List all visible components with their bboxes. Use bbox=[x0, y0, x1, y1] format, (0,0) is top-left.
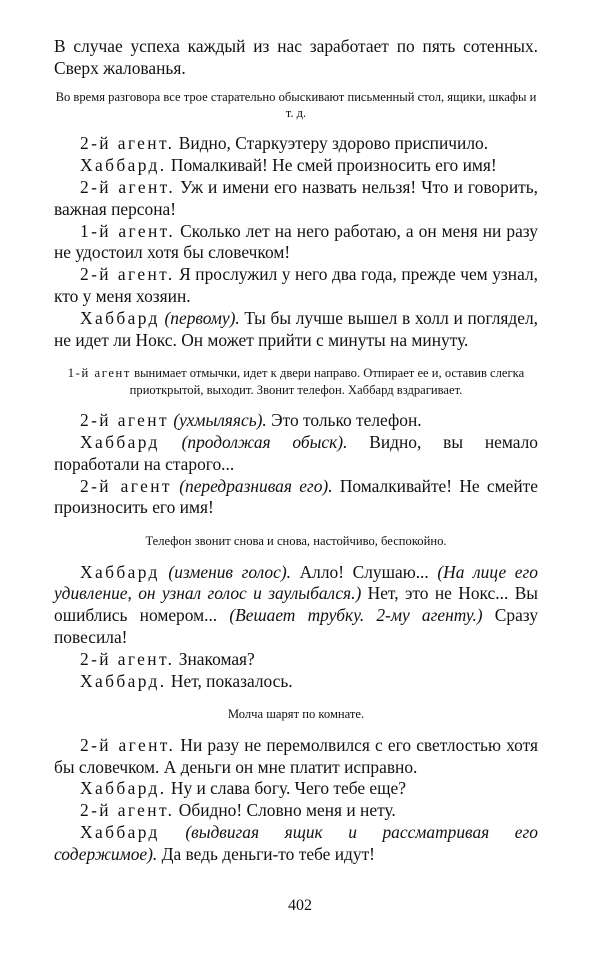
dialogue-block bbox=[54, 735, 538, 866]
dialogue-line bbox=[54, 177, 538, 221]
speaker-name: 2-й агент. bbox=[80, 800, 175, 821]
line-text: Сразу повесила! bbox=[54, 605, 539, 647]
speaker-name: 2-й агент. bbox=[80, 177, 176, 197]
dialogue-block bbox=[54, 133, 538, 351]
dialogue-line bbox=[54, 778, 538, 800]
dialogue-block bbox=[54, 562, 538, 693]
stage-direction-inline: (выдвигая ящик и рассматривая его содержимое). bbox=[54, 821, 538, 864]
dialogue-line bbox=[54, 221, 538, 265]
dialogue-line bbox=[54, 308, 538, 352]
speaker-name: Хаббард. bbox=[80, 670, 167, 691]
dialogue-line bbox=[54, 133, 538, 155]
speaker-name: 2-й агент bbox=[80, 410, 169, 431]
speaker-name: Хаббард bbox=[80, 431, 160, 452]
speaker-name: Хаббард bbox=[80, 307, 160, 328]
stage-direction: Во время разговора все трое старательно обыскивают письменный стол, ящики, шкафы и т. д. bbox=[55, 89, 537, 120]
dialogue-line bbox=[54, 476, 538, 520]
page-number: 402 bbox=[288, 897, 312, 914]
line-text: Обидно! Словно меня и нету. bbox=[174, 800, 396, 821]
dialogue-line bbox=[54, 800, 538, 822]
dialogue-line bbox=[54, 822, 538, 866]
stage-direction-inline: (продолжая обыск). bbox=[159, 431, 348, 452]
speaker-name: 2-й агент. bbox=[80, 648, 175, 669]
dialogue-block bbox=[54, 410, 538, 519]
dialogue-line bbox=[54, 562, 538, 649]
line-text: Видно, Старкуэтеру здорово приспичило. bbox=[174, 133, 489, 154]
dialogue-line bbox=[54, 155, 538, 177]
line-text: Нет, это не Нокс... Вы ошиблись номером... bbox=[54, 583, 538, 626]
line-text: Нет, показалось. bbox=[166, 670, 293, 691]
stage-direction-inline: (передразнивая его). bbox=[171, 475, 333, 496]
line-text: Видно, вы немало поработали на старого... bbox=[54, 431, 538, 474]
line-text: Да ведь деньги-то тебе идут! bbox=[157, 843, 375, 864]
speaker-name: 1-й агент. bbox=[80, 220, 176, 241]
speaker-name: Хаббард bbox=[80, 561, 160, 582]
line-text: Знакомая? bbox=[174, 648, 255, 669]
speaker-name: Хаббард. bbox=[80, 778, 167, 799]
line-text: Помалкивайте! Не смейте произносить его имя! bbox=[54, 475, 538, 518]
line-text: Сколько лет на него работаю, а он меня ни разу не удостоил хотя бы словечком! bbox=[54, 220, 538, 263]
line-text: Ни разу не перемолвился с его светлостью хотя бы словечком. А деньги он мне платит исправно. bbox=[54, 734, 538, 777]
line-text: Уж и имени его назвать нельзя! Что и говорить, важная персона! bbox=[54, 177, 538, 219]
line-text: Ты бы лучше вышел в холл и поглядел, не идет ли Нокс. Он может прийти с минуты на минуту. bbox=[54, 307, 538, 350]
dialogue-line bbox=[54, 671, 538, 693]
line-text: Алло! Слушаю... bbox=[290, 561, 438, 582]
line-text: Я прослужил у него два года, прежде чем узнал, кто у меня хозяин. bbox=[54, 264, 538, 306]
dialogue-continuation: В случае успеха каждый из нас заработает по пять сотенных. Сверх жалованья. bbox=[54, 36, 538, 78]
stage-text: вынимает отмычки, идет к двери направо. Отпирает ее и, оставив слегка приоткрытой, выходит. Звонит телефон. Хаббард вздрагивает. bbox=[129, 366, 525, 397]
stage-direction bbox=[54, 365, 538, 398]
stage-direction-inline: (ухмыляясь). bbox=[169, 410, 267, 431]
line-text: Это только телефон. bbox=[266, 410, 422, 431]
speaker-name: Хаббард bbox=[80, 821, 160, 842]
stage-direction-inline: (На лице его удивление, он узнал голос и заулыбался.) bbox=[54, 561, 538, 604]
dialogue-line bbox=[54, 264, 538, 308]
stage-direction-inline: (Вешает трубку. 2-му агенту.) bbox=[229, 605, 483, 626]
paragraph-opening bbox=[54, 36, 538, 80]
dialogue-line bbox=[54, 649, 538, 671]
speaker-name: Хаббард. bbox=[80, 155, 167, 176]
dialogue-line bbox=[54, 432, 538, 476]
speaker-name: 2-й агент bbox=[80, 475, 172, 496]
stage-direction-inline: (изменив голос). bbox=[159, 561, 291, 582]
line-text: Помалкивай! Не смей произносить его имя! bbox=[166, 155, 497, 176]
line-text: Ну и слава богу. Чего тебе еще? bbox=[166, 778, 406, 799]
stage-direction: Молча шарят по комнате. bbox=[227, 707, 365, 722]
speaker-name: 2-й агент. bbox=[80, 734, 176, 755]
speaker-name: 2-й агент. bbox=[80, 133, 175, 154]
dialogue-line bbox=[54, 410, 538, 432]
speaker-name: 1-й агент bbox=[67, 366, 131, 381]
speaker-name: 2-й агент. bbox=[80, 264, 175, 285]
dialogue-line bbox=[54, 735, 538, 779]
stage-direction: Телефон звонит снова и снова, настойчиво, беспокойно. bbox=[145, 534, 447, 549]
stage-direction-inline: (первому). bbox=[159, 307, 240, 328]
